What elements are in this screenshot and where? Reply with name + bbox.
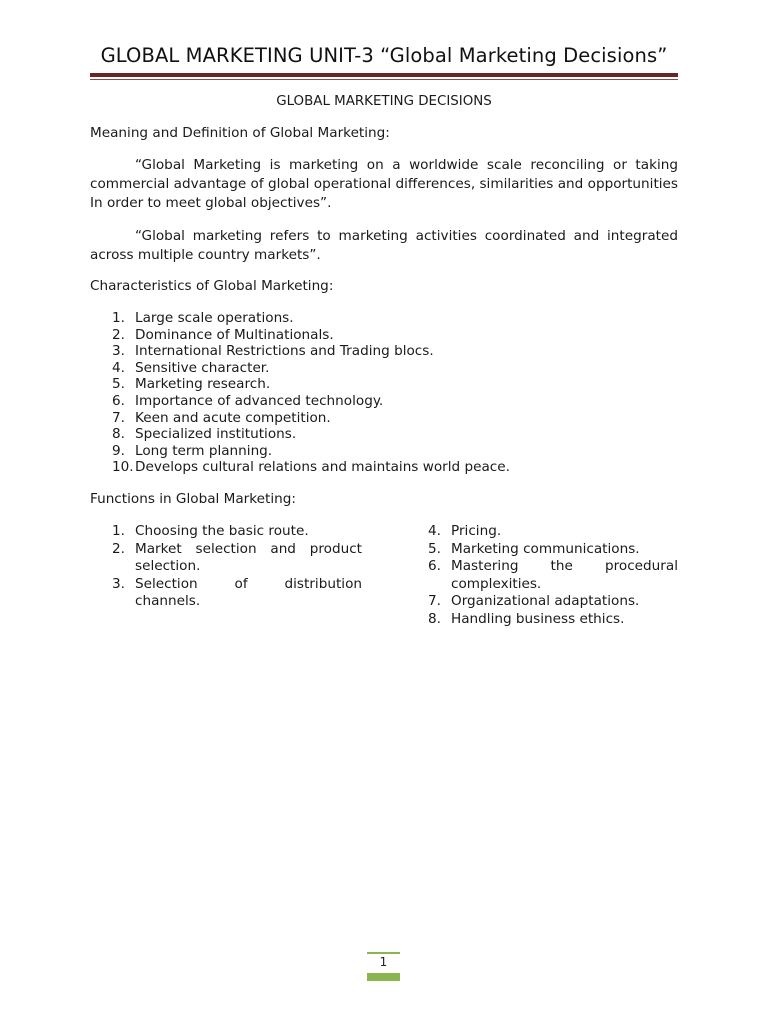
list-text: Market selection and product selection. (135, 540, 362, 574)
list-text: Specialized institutions. (135, 426, 297, 443)
functions-list-left (90, 523, 362, 611)
list-number: 7. (428, 593, 441, 609)
list-number: 4. (428, 523, 441, 539)
list-item (406, 593, 678, 611)
characteristics-heading: Characteristics of Global Marketing: (90, 278, 334, 294)
header-rule-thin (90, 79, 678, 80)
list-text: Handling business ethics. (451, 610, 625, 627)
footer-accent-line (367, 952, 400, 954)
document-title: GLOBAL MARKETING DECISIONS (276, 94, 492, 109)
list-item (90, 443, 650, 460)
page-header: GLOBAL MARKETING UNIT-3 “Global Marketing Decisions” (100, 44, 668, 67)
list-text: Develops cultural relations and maintains world peace. (135, 459, 510, 476)
list-item (406, 541, 678, 559)
list-number: 7. (112, 409, 125, 426)
list-text: Mastering the procedural complexities. (451, 558, 678, 592)
list-item (90, 327, 650, 344)
list-number: 10. (112, 459, 134, 476)
list-number: 1. (112, 310, 125, 326)
header-rule (90, 73, 678, 77)
list-text: Large scale operations. (135, 310, 294, 326)
list-number: 1. (112, 523, 125, 539)
list-number: 9. (112, 442, 125, 459)
characteristics-list (90, 310, 650, 476)
definition-paragraph-2: “Global marketing refers to marketing activities coordinated and integrated across multiple country markets”. (90, 228, 678, 263)
list-number: 3. (112, 343, 125, 360)
list-text: Pricing. (451, 523, 502, 539)
list-text: Organizational adaptations. (451, 593, 640, 609)
list-item (90, 343, 650, 360)
list-text: Dominance of Multinationals. (135, 326, 334, 343)
list-text: International Restrictions and Trading blocs. (135, 343, 434, 360)
list-item (406, 611, 678, 629)
list-text: Importance of advanced technology. (135, 392, 384, 409)
list-item (90, 310, 650, 327)
functions-list-right (406, 523, 678, 628)
list-number: 5. (112, 376, 125, 393)
list-item (90, 576, 362, 611)
list-item (90, 360, 650, 377)
list-number: 8. (428, 610, 441, 627)
list-text: Keen and acute competition. (135, 409, 331, 426)
list-text: Sensitive character. (135, 359, 270, 376)
list-number: 8. (112, 426, 125, 443)
list-item (90, 523, 362, 541)
page-number: 1 (379, 955, 388, 969)
list-text: Marketing research. (135, 376, 271, 393)
page-footer (367, 952, 400, 981)
list-item (406, 558, 678, 593)
definition-paragraph-1: “Global Marketing is marketing on a worldwide scale reconciling or taking commercial advantage of global operational differences, similarities and opportunities In order to meet global objectives”. (90, 157, 678, 211)
list-item (406, 523, 678, 541)
list-number: 6. (112, 392, 125, 409)
list-number: 3. (112, 575, 125, 592)
list-number: 5. (428, 540, 441, 557)
list-text: Marketing communications. (451, 540, 640, 557)
list-text: Long term planning. (135, 442, 273, 459)
list-text: Selection of distribution channels. (135, 575, 362, 609)
list-number: 6. (428, 558, 441, 574)
footer-accent-bar (367, 973, 400, 981)
list-item (90, 393, 650, 410)
functions-heading: Functions in Global Marketing: (90, 491, 296, 507)
meaning-heading: Meaning and Definition of Global Marketing: (90, 125, 390, 141)
list-item (90, 376, 650, 393)
list-item (90, 426, 650, 443)
list-text: Choosing the basic route. (135, 523, 309, 539)
list-item (90, 541, 362, 576)
list-number: 2. (112, 540, 125, 557)
list-number: 2. (112, 326, 125, 343)
list-item (90, 459, 650, 476)
list-item (90, 410, 650, 427)
list-number: 4. (112, 359, 125, 376)
